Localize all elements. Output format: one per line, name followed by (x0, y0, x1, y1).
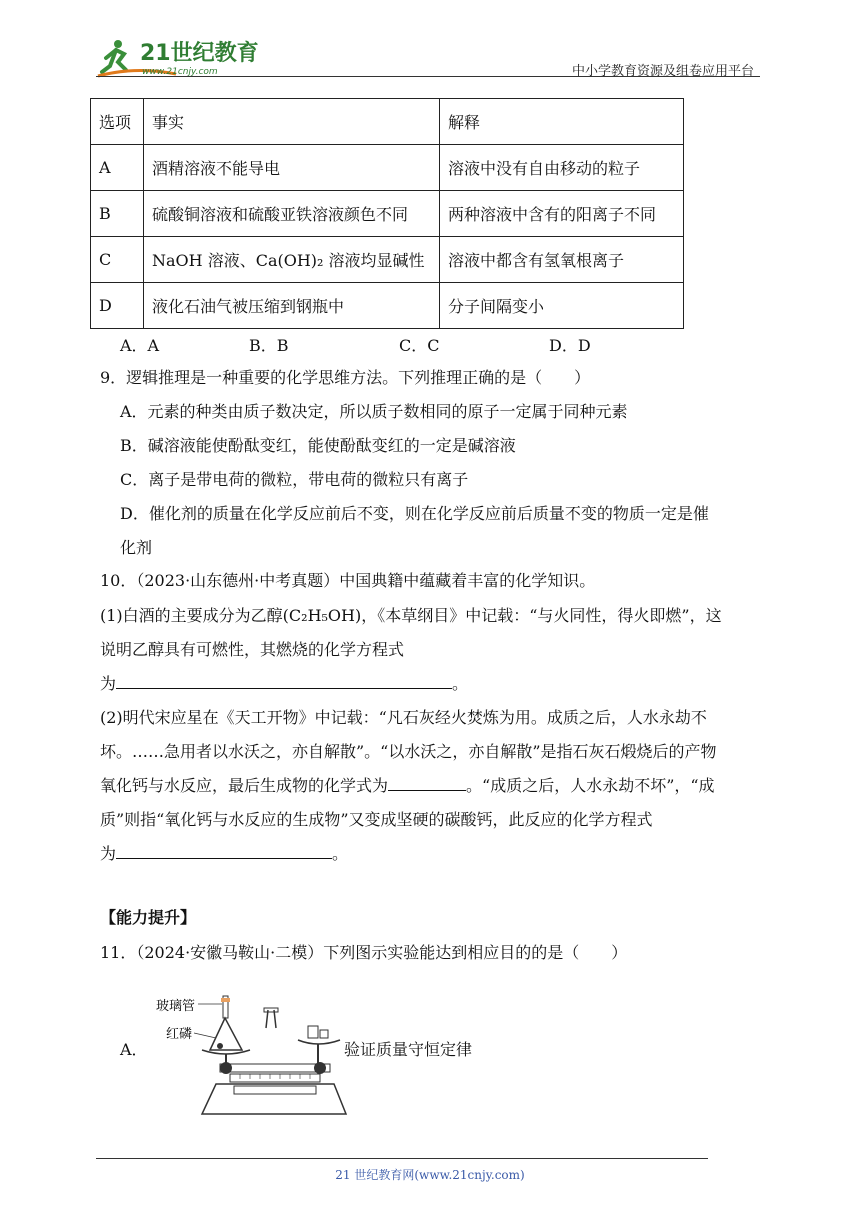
table-cell: 两种溶液中含有的阳离子不同 (440, 191, 684, 237)
answer-blank[interactable] (116, 674, 452, 689)
q10-part2-line2: 坏。……急用者以水沃之，亦自解散”。“以水沃之，亦自解散”是指石灰石煅烧后的产物 (100, 742, 717, 761)
footer-text[interactable]: 21 世纪教育网(www.21cnjy.com) (335, 1168, 525, 1182)
text-prefix: 氧化钙与水反应，最后生成物的化学式为 (100, 776, 389, 795)
choice-a: A．A (120, 336, 160, 355)
choice-d: D．D (549, 336, 591, 355)
table-row (91, 237, 684, 283)
text-suffix: 。“成质之后，人水永劫不坏”，“成 (466, 776, 715, 795)
text-suffix: 。 (332, 844, 349, 863)
q10-part1-line1: (1)白酒的主要成分为乙醇(C₂H₅OH)，《本草纲目》中记载：“与火同性，得火即燃”，这 (100, 606, 722, 625)
q11-option-label: A． (120, 1040, 148, 1059)
q10-stem: 10．（2023·山东德州·中考真题）中国典籍中蕴藏着丰富的化学知识。 (100, 571, 596, 590)
table-cell: 分子间隔变小 (440, 283, 684, 329)
q9-option-b: B．碱溶液能使酚酞变红，能使酚酞变红的一定是碱溶液 (120, 436, 516, 455)
choice-b: B．B (249, 336, 289, 355)
table-cell: 酒精溶液不能导电 (144, 145, 440, 191)
footer-divider (96, 1158, 708, 1159)
table-cell: B (91, 191, 144, 237)
header-platform-text: 中小学教育资源及组卷应用平台 (571, 64, 754, 79)
q9-option-c: C．离子是带电荷的微粒，带电荷的微粒只有离子 (120, 470, 469, 489)
table-header-cell: 事实 (144, 99, 440, 145)
text-prefix: 为 (100, 844, 117, 863)
q10-part2-line3 (100, 776, 715, 796)
logo-text: 21世纪教育 (140, 41, 259, 66)
table-cell: NaOH 溶液、Ca(OH)₂ 溶液均显碱性 (144, 237, 440, 283)
choice-c: C．C (399, 336, 440, 355)
q10-part2-line4: 质”则指“氧化钙与水反应的生成物”又变成坚硬的碳酸钙，此反应的化学方程式 (100, 810, 653, 829)
table-cell: 溶液中都含有氢氧根离子 (440, 237, 684, 283)
text-suffix: 。 (452, 674, 469, 693)
table-row (91, 191, 684, 237)
section-title: 【能力提升】 (100, 908, 197, 927)
q9-option-d: D．催化剂的质量在化学反应前后不变，则在化学反应前后质量不变的物质一定是催 (120, 504, 709, 523)
q10-part1-line2: 说明乙醇具有可燃性，其燃烧的化学方程式 (100, 640, 405, 659)
site-logo (96, 36, 266, 80)
q9-option-a: A．元素的种类由质子数决定，所以质子数相同的原子一定属于同种元素 (120, 402, 628, 421)
table-header-cell: 解释 (440, 99, 684, 145)
label-glass-tube: 玻璃管 (156, 999, 196, 1014)
text-prefix: 为 (100, 674, 117, 693)
table-cell: D (91, 283, 144, 329)
q9-stem: 9．逻辑推理是一种重要的化学思维方法。下列推理正确的是（ ） (100, 368, 591, 387)
logo-url: www.21cnjy.com (142, 67, 218, 77)
table-cell: 硫酸铜溶液和硫酸亚铁溶液颜色不同 (144, 191, 440, 237)
q10-part1-line3 (100, 674, 468, 694)
table-row (91, 283, 684, 329)
answer-blank[interactable] (116, 844, 332, 859)
table-cell: 液化石油气被压缩到钢瓶中 (144, 283, 440, 329)
q11-stem: 11．（2024·安徽马鞍山·二模）下列图示实验能达到相应目的的是（ ） (100, 943, 628, 962)
answer-blank[interactable] (388, 776, 466, 791)
balance-scale-illustration (150, 988, 350, 1118)
q10-part2-line5 (100, 844, 348, 864)
q9-option-d-cont: 化剂 (120, 538, 153, 557)
table-cell: 溶液中没有自由移动的粒子 (440, 145, 684, 191)
label-red-phosphorus: 红磷 (166, 1027, 193, 1042)
table-cell: C (91, 237, 144, 283)
table-cell: A (91, 145, 144, 191)
options-table (90, 98, 684, 329)
balance-diagram (150, 988, 350, 1118)
table-header-row (91, 99, 684, 145)
q11-caption: 验证质量守恒定律 (344, 1040, 473, 1059)
q10-part2-line1: (2)明代宋应星在《天工开物》中记载：“凡石灰经火焚炼为用。成质之后，人水永劫不 (100, 708, 707, 727)
table-header-cell: 选项 (91, 99, 144, 145)
header-divider (96, 76, 760, 77)
table-row (91, 145, 684, 191)
